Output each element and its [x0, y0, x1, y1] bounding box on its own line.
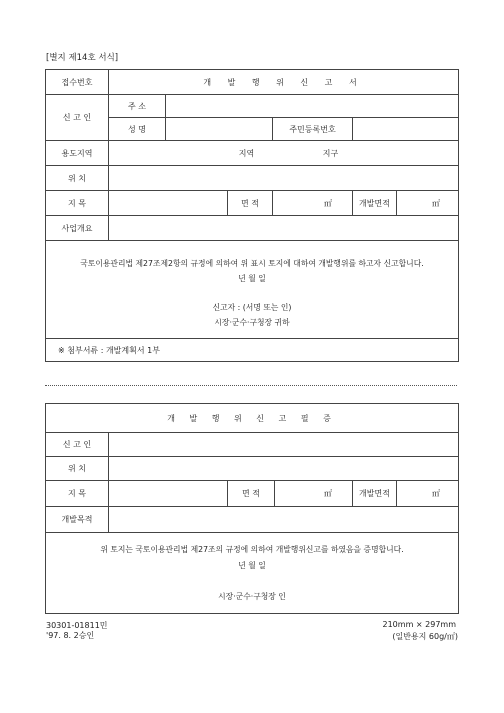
land-category-field[interactable] [109, 191, 228, 216]
dev-purpose-field[interactable] [109, 507, 459, 533]
zoning-field[interactable] [109, 141, 459, 166]
reporter-signature: 신고자 : (서명 또는 인) [212, 303, 292, 312]
paper-size: 210mm × 297mm [382, 620, 456, 629]
certificate-statement: 위 토지는 국토이용관리법 제27조의 규정에 의하여 개발행위신고를 하였음을 증명합니다. [100, 545, 404, 554]
land-category-label: 지 목 [46, 191, 109, 216]
dev-area-unit: ㎡ [432, 198, 441, 208]
cert-area-unit: ㎡ [324, 489, 332, 498]
dev-area-field[interactable] [397, 191, 459, 216]
form-title: 개 발 행 위 신 고 서 [109, 70, 459, 95]
address-field[interactable] [166, 95, 459, 118]
reporter-label: 신 고 인 [46, 95, 109, 141]
zone-text: 지역 [238, 148, 255, 158]
declaration-block [46, 241, 459, 339]
declaration-text: 국토이용관리법 제27조제2항의 규정에 의하여 위 표시 토지에 대하여 개발행위를 하고자 신고합니다. [80, 259, 424, 268]
cert-location-field[interactable] [109, 457, 459, 481]
form-number: [별지 제14호 서식] [46, 53, 119, 63]
certificate-date: 년 월 일 [238, 561, 266, 570]
receipt-number-label: 접수번호 [46, 70, 109, 95]
declaration-date: 년 월 일 [238, 274, 266, 283]
district-text: 지구 [322, 148, 339, 158]
issuer-seal: 시장·군수·구청장 인 [218, 592, 286, 601]
location-field[interactable] [109, 166, 459, 191]
cert-dev-area-label: 개발면적 [353, 481, 397, 507]
resident-number-field[interactable] [353, 118, 459, 141]
name-field[interactable] [166, 118, 273, 141]
area-unit: ㎡ [324, 198, 332, 208]
area-field[interactable] [273, 191, 353, 216]
location-label: 위 치 [46, 166, 109, 191]
cert-dev-area-field[interactable] [397, 481, 459, 507]
attachment-note: ※ 첨부서류 : 개발계획서 1부 [46, 339, 459, 362]
cert-area-label: 면 적 [228, 481, 275, 507]
certificate-statement-block [46, 533, 459, 614]
addressee: 시장·군수·구청장 귀하 [214, 318, 290, 327]
cert-reporter-field[interactable] [109, 433, 459, 457]
form-code: 30301-01811민 [46, 621, 108, 630]
project-summary-label: 사업개요 [46, 216, 109, 241]
cut-line [45, 385, 457, 386]
certificate-table [45, 403, 459, 614]
name-label: 성 명 [109, 118, 166, 141]
approval-date: '97. 8. 2승인 [46, 631, 95, 640]
cert-land-category-field[interactable] [109, 481, 228, 507]
cert-land-category-label: 지 목 [46, 481, 109, 507]
project-summary-field[interactable] [109, 216, 459, 241]
paper-type: (일반용지 60g/㎡) [392, 632, 458, 641]
cert-area-field[interactable] [275, 481, 353, 507]
area-label: 면 적 [228, 191, 273, 216]
dev-purpose-label: 개발목적 [46, 507, 109, 533]
zoning-label: 용도지역 [46, 141, 109, 166]
certificate-title: 개 발 행 위 신 고 필 증 [46, 404, 459, 433]
cert-dev-area-unit: ㎡ [432, 489, 440, 498]
dev-area-label: 개발면적 [353, 191, 397, 216]
cert-reporter-label: 신 고 인 [46, 433, 109, 457]
resident-number-label: 주민등록번호 [273, 118, 353, 141]
address-label: 주 소 [109, 95, 166, 118]
report-form-table [45, 69, 459, 362]
cert-location-label: 위 치 [46, 457, 109, 481]
